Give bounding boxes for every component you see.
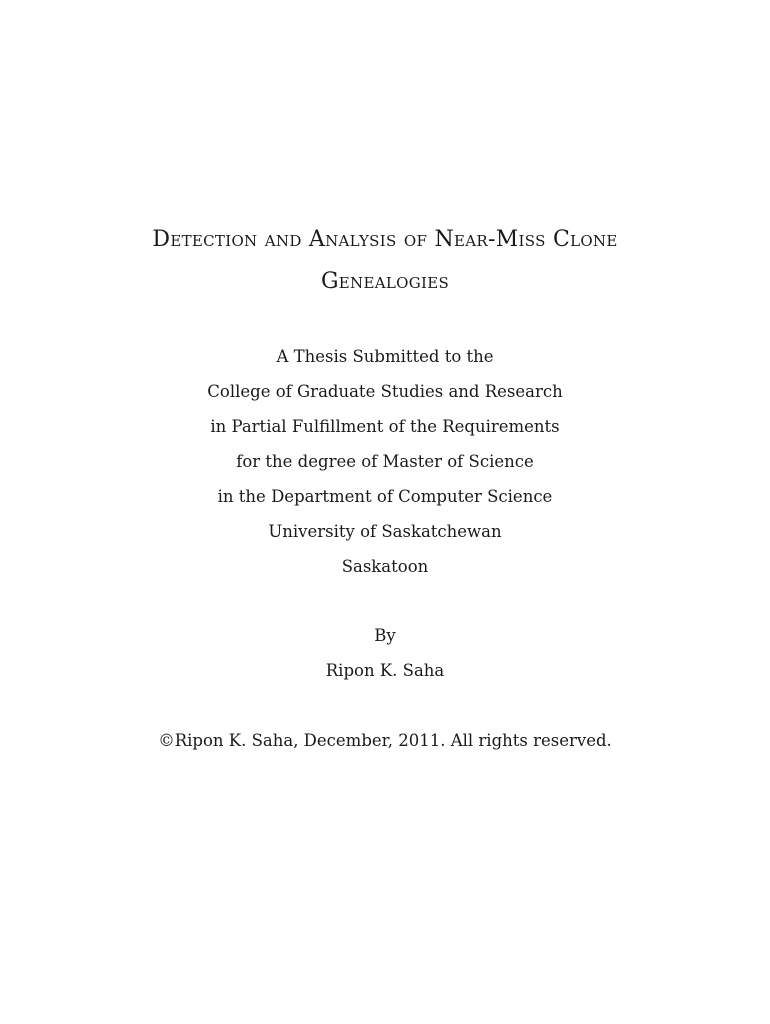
submission-line-5: in the Department of Computer Science: [217, 487, 553, 506]
submission-line-2: College of Graduate Studies and Research: [207, 382, 563, 401]
university-line: University of Saskatchewan: [268, 522, 502, 541]
thesis-title-line-2: Genealogies: [320, 269, 450, 294]
author-name: Ripon K. Saha: [325, 661, 445, 680]
submission-line-1: A Thesis Submitted to the: [276, 347, 494, 366]
submission-line-4: for the degree of Master of Science: [236, 452, 534, 471]
copyright-notice: ©Ripon K. Saha, December, 2011. All rights reserved.: [158, 731, 612, 750]
thesis-title-line-1: Detection and Analysis of Near-Miss Clone: [152, 227, 618, 252]
submission-line-3: in Partial Fulfillment of the Requirements: [210, 417, 560, 436]
by-label: By: [374, 626, 396, 645]
city-line: Saskatoon: [341, 557, 429, 576]
